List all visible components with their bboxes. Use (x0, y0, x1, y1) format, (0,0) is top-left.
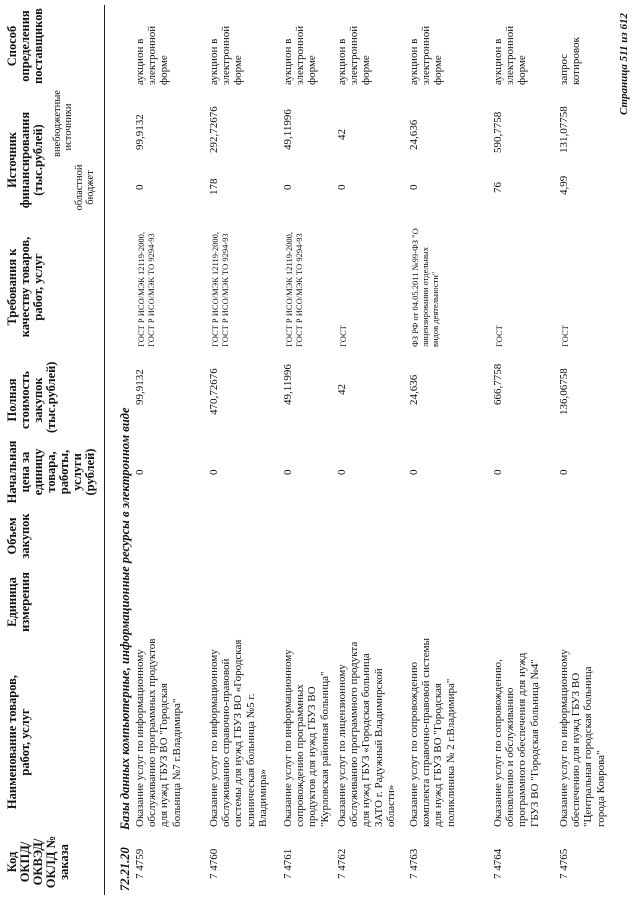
header-rule (104, 5, 105, 895)
row-requirements: ГОСТ (338, 325, 348, 347)
row-regional: 0 (336, 184, 348, 190)
row-name: Оказание услуг по информационному сопровождению программных продуктов для нужд ГБУЗ ВО "Курловская районная больница" (282, 649, 331, 827)
row-price: 0 (558, 469, 570, 475)
row-regional: 4,99 (558, 175, 570, 195)
row-regional: 0 (408, 184, 420, 190)
row-code: 7 4765 (558, 848, 570, 879)
row-regional: 178 (208, 178, 220, 195)
row-price: 0 (408, 469, 420, 475)
row-cost: 49,11996 (282, 364, 294, 405)
row-requirements: ГОСТ Р ИСО/МЭК 12119-2000, ГОСТ Р ИСО/МЭК ТО 9294-93 (136, 232, 156, 347)
header-initial-price: Начальная цена за единицу товара, работы, услуги (рублей) (5, 440, 97, 504)
row-code: 7 4761 (282, 848, 294, 879)
row-requirements: ГОСТ Р ИСО/МЭК 12119-2000, ГОСТ Р ИСО/МЭК ТО 9294-93 (284, 232, 304, 347)
row-cost: 24,636 (408, 374, 420, 405)
row-method: аукцион в электронной форме (492, 25, 529, 85)
row-price: 0 (282, 469, 294, 475)
row-code: 7 4760 (208, 848, 220, 879)
header-name: Наименование товаров, работ, услуг (5, 674, 32, 810)
row-cost: 470,72676 (208, 368, 220, 415)
row-external: 24,636 (408, 119, 420, 150)
row-name: Оказание услуг по информационному обслуживанию программных продуктов для нужд ГБУЗ ВО "Городская больница №7 г.Владимира" (134, 638, 183, 827)
section-title: Базы данных компьютерные, информационные ресурсы в электронном виде (118, 407, 132, 830)
row-requirements: ГОСТ (494, 325, 504, 347)
header-requirements: Требования к качеству товаров, работ, услуг (5, 236, 45, 338)
row-method: аукцион в электронной форме (282, 25, 319, 85)
row-external: 131,07758 (558, 106, 570, 153)
row-name: Оказание услуг по сопровождению комплекта справочно-правовой системы для нужд ГБУЗ ВО "Городская поликлиника № 2 г.Владимира" (408, 638, 457, 827)
row-price: 0 (336, 469, 348, 475)
header-method: Способ определения поставщиков (5, 8, 45, 84)
row-code: 7 4763 (408, 848, 420, 879)
page-number: Страница 511 из 612 (618, 13, 630, 115)
row-code: 7 4759 (134, 848, 146, 879)
row-external: 42 (336, 129, 348, 140)
row-method: аукцион в электронной форме (408, 25, 445, 85)
row-cost: 99,9132 (134, 369, 146, 405)
row-regional: 0 (282, 184, 294, 190)
row-name: Оказание услуг по информационному обеспечению для нужд ГБУЗ ВО "Центральная городская больница города Коврова" (558, 649, 607, 827)
row-name: Оказание услуг по информационному обслуживанию справочно-правовой системы для нужд ГБУЗ ВО «Городская клиническая больница №5 г. Владимира» (208, 639, 269, 827)
row-cost: 136,06758 (558, 368, 570, 415)
row-method: запрос котировок (558, 37, 583, 85)
header-fin-regional: областной бюджет (74, 164, 96, 211)
row-code: 7 4762 (336, 848, 348, 879)
row-price: 0 (492, 469, 504, 475)
header-unit: Единица измерения (5, 572, 32, 632)
row-external: 99,9132 (134, 114, 146, 150)
row-cost: 666,7758 (492, 363, 504, 405)
header-full-cost: Полная стоимость закупок (тыс.рублей) (5, 361, 58, 433)
row-price: 0 (208, 469, 220, 475)
row-requirements: ГОСТ (560, 325, 570, 347)
row-external: 292,72676 (208, 106, 220, 153)
row-regional: 0 (134, 184, 146, 190)
row-method: аукцион в электронной форме (208, 25, 245, 85)
header-financing: Источник финансирования (тыс.рублей) (5, 111, 45, 209)
row-price: 0 (134, 469, 146, 475)
header-code: Код ОКПД/ ОКВЭД/ ОКЛД № заказа (5, 835, 71, 889)
row-name: Оказание услуг по лицензионному обслуживанию программного продукта для нужд ГБУЗ «Городская больница ЗАТО г. Радужный Владимирской области» (336, 641, 397, 827)
row-external: 49,11996 (282, 109, 294, 150)
row-name: Оказание услуг по сопровождению, обновлению и обслуживанию программного обеспечения для нужд ГБУЗ ВО "Городская больница №4" (492, 652, 541, 827)
row-regional: 76 (492, 182, 504, 193)
header-fin-external: внебюджетные источники (52, 90, 74, 157)
section-code: 72.21.20 (118, 847, 132, 891)
row-external: 590,7758 (492, 111, 504, 153)
row-method: аукцион в электронной форме (134, 25, 171, 85)
row-method: аукцион в электронной форме (336, 25, 373, 85)
row-code: 7 4764 (492, 848, 504, 879)
row-cost: 42 (336, 384, 348, 395)
row-requirements: ГОСТ Р ИСО/МЭК 12119-2000, ГОСТ Р ИСО/МЭК ТО 9294-93 (210, 232, 230, 347)
row-requirements: ФЗ РФ от 04.05.2011 №99-ФЗ "О лицензировании отдельных видов деятельности" (410, 228, 440, 347)
header-volume: Объем закупок (5, 513, 32, 559)
